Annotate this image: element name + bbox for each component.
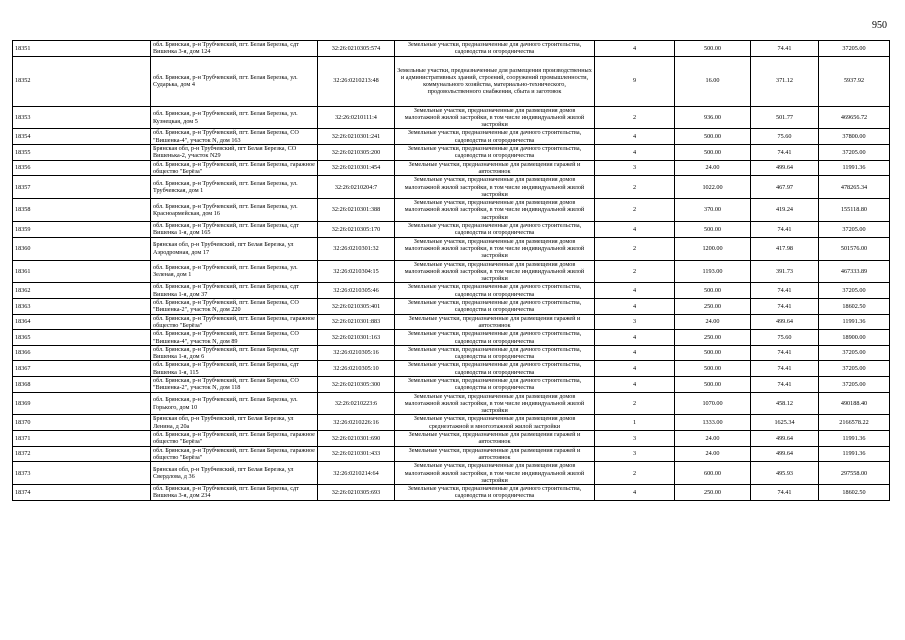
row-rate: 74.41 <box>751 376 819 392</box>
table-row <box>13 283 890 299</box>
row-rate: 74.41 <box>751 361 819 377</box>
row-cadastral-number: 32:26:0210301:883 <box>318 314 395 330</box>
row-land-purpose: Земельные участки, предназначенные для размещения домов малоэтажной жилой застройки, в том числе индивидуальной жилой застройки <box>395 260 595 283</box>
table-row <box>13 260 890 283</box>
row-category: 4 <box>595 485 675 501</box>
row-area: 600.00 <box>675 462 751 485</box>
row-cadastral-value: 11991.36 <box>819 314 890 330</box>
row-address: обл. Брянская, р-н Трубчевский, пгт. Белая Березка, ул. Горького, дом 10 <box>151 392 318 415</box>
row-land-purpose: Земельные участки, предназначенные для дачного строительства, садоводства и огородничества <box>395 330 595 346</box>
table-row <box>13 160 890 176</box>
row-land-purpose: Земельные участки, предназначенные для размещения гаражей и автостоянок <box>395 431 595 447</box>
row-cadastral-number: 32:26:0210301:690 <box>318 431 395 447</box>
row-category: 9 <box>595 56 675 106</box>
row-cadastral-value: 2166578.22 <box>819 415 890 431</box>
row-area: 500.00 <box>675 145 751 161</box>
row-address: обл. Брянская, р-н Трубчевский, пгт. Белая Березка, ул. Трубчевская, дом 1 <box>151 176 318 199</box>
row-category: 4 <box>595 41 675 57</box>
row-land-purpose: Земельные участки, предназначенные для размещения домов малоэтажной жилой застройки, в том числе индивидуальной жилой застройки <box>395 176 595 199</box>
row-category: 2 <box>595 176 675 199</box>
row-cadastral-number: 32:26:0210226:16 <box>318 415 395 431</box>
row-area: 250.00 <box>675 330 751 346</box>
row-address: обл. Брянская, р-н Трубчевский, пгт. Белая Березка, ул. Красноармейская, дом 16 <box>151 199 318 222</box>
row-rate: 499.64 <box>751 431 819 447</box>
table-row <box>13 222 890 238</box>
row-area: 250.00 <box>675 299 751 315</box>
row-address: обл. Брянская, р-н Трубчевский, пгт. Белая Березка, СО "Вишенка-2", участок N, дом 220 <box>151 299 318 315</box>
row-number: 18370 <box>13 415 151 431</box>
row-category: 3 <box>595 314 675 330</box>
row-area: 1070.00 <box>675 392 751 415</box>
table-row <box>13 56 890 106</box>
row-cadastral-number: 32:26:0210305:10 <box>318 361 395 377</box>
row-land-purpose: Земельные участки, предназначенные для размещения производственных и административных зданий, строений, сооружений промышленности, коммунального хозяйства, материально-технического, продовольственного снабжения, сбыта и заготовок <box>395 56 595 106</box>
row-address: Брянская обл, р-н Трубчевский, пгт Белая Березка, СО Вишенька-2, участок N29 <box>151 145 318 161</box>
row-cadastral-number: 32:26:0210305:401 <box>318 299 395 315</box>
row-address: обл. Брянская, р-н Трубчевский, пгт. Белая Березка, гаражное общество "Берёза" <box>151 314 318 330</box>
row-land-purpose: Земельные участки, предназначенные для размещения домов малоэтажной жилой застройки, в том числе индивидуальной жилой застройки <box>395 392 595 415</box>
row-category: 3 <box>595 446 675 462</box>
row-cadastral-number: 32:26:0210301:163 <box>318 330 395 346</box>
table-row <box>13 237 890 260</box>
row-area: 500.00 <box>675 222 751 238</box>
table-row <box>13 330 890 346</box>
table-row <box>13 199 890 222</box>
row-land-purpose: Земельные участки, предназначенные для дачного строительства, садоводства и огородничества <box>395 361 595 377</box>
row-cadastral-number: 32:26:0210111:4 <box>318 106 395 129</box>
row-category: 4 <box>595 330 675 346</box>
table-row <box>13 41 890 57</box>
table-row <box>13 176 890 199</box>
row-area: 16.00 <box>675 56 751 106</box>
row-address: обл. Брянская, р-н Трубчевский, пгт. Белая Березка, сдт Вишенка 1-я, дом 37 <box>151 283 318 299</box>
row-cadastral-number: 32:26:0210305:16 <box>318 345 395 361</box>
row-area: 500.00 <box>675 376 751 392</box>
table-row <box>13 129 890 145</box>
row-cadastral-number: 32:26:0210305:200 <box>318 145 395 161</box>
row-category: 3 <box>595 431 675 447</box>
row-address: Брянская обл, р-н Трубчевский, пгт Белая Березка, ул Аэродромная, дом 17 <box>151 237 318 260</box>
row-category: 4 <box>595 361 675 377</box>
row-number: 18372 <box>13 446 151 462</box>
row-address: обл. Брянская, р-н Трубчевский, пгт. Белая Березка, ул. Зеленая, дом 1 <box>151 260 318 283</box>
row-rate: 74.41 <box>751 41 819 57</box>
row-land-purpose: Земельные участки, предназначенные для размещения домов малоэтажной жилой застройки, в том числе индивидуальной жилой застройки <box>395 106 595 129</box>
row-cadastral-value: 11991.36 <box>819 160 890 176</box>
table-row <box>13 462 890 485</box>
row-rate: 74.41 <box>751 485 819 501</box>
row-rate: 499.64 <box>751 314 819 330</box>
table-row <box>13 415 890 431</box>
row-cadastral-value: 18900.00 <box>819 330 890 346</box>
row-cadastral-value: 18602.50 <box>819 299 890 315</box>
row-address: обл. Брянская, р-н Трубчевский, пгт. Белая Березка, гаражное общество "Берёза" <box>151 446 318 462</box>
row-category: 4 <box>595 145 675 161</box>
row-rate: 467.97 <box>751 176 819 199</box>
row-cadastral-number: 32:26:0210301:388 <box>318 199 395 222</box>
row-area: 936.00 <box>675 106 751 129</box>
row-number: 18362 <box>13 283 151 299</box>
row-category: 3 <box>595 160 675 176</box>
page-number: 950 <box>872 20 887 31</box>
row-address: обл. Брянская, р-н Трубчевский, пгт. Белая Березка, сдт Вишенка 3-я, дом 234 <box>151 485 318 501</box>
row-address: Брянская обл, р-н Трубчевский, пгт Белая Березка, ул Свердлова, д 36 <box>151 462 318 485</box>
row-cadastral-number: 32:26:0210213:48 <box>318 56 395 106</box>
row-rate: 501.77 <box>751 106 819 129</box>
row-area: 500.00 <box>675 361 751 377</box>
row-land-purpose: Земельные участки, предназначенные для дачного строительства, садоводства и огородничества <box>395 145 595 161</box>
table-row <box>13 392 890 415</box>
row-cadastral-value: 5937.92 <box>819 56 890 106</box>
table-row <box>13 485 890 501</box>
row-area: 24.00 <box>675 314 751 330</box>
row-rate: 499.64 <box>751 160 819 176</box>
row-number: 18373 <box>13 462 151 485</box>
table-body <box>13 41 890 501</box>
table-row <box>13 446 890 462</box>
row-rate: 75.60 <box>751 129 819 145</box>
table-row <box>13 106 890 129</box>
row-number: 18371 <box>13 431 151 447</box>
row-cadastral-number: 32:26:0210301:454 <box>318 160 395 176</box>
row-address: обл. Брянская, р-н Трубчевский, пгт. Белая Березка, ул. Кузнецкая, дом 5 <box>151 106 318 129</box>
row-area: 1193.00 <box>675 260 751 283</box>
row-cadastral-number: 32:26:0210305:300 <box>318 376 395 392</box>
row-address: обл. Брянская, р-н Трубчевский, пгт. Белая Березка, сдт Вишенка 1-я, дом 165 <box>151 222 318 238</box>
row-category: 2 <box>595 237 675 260</box>
row-category: 2 <box>595 106 675 129</box>
row-category: 2 <box>595 260 675 283</box>
row-land-purpose: Земельные участки, предназначенные для размещения домов малоэтажной жилой застройки, в том числе индивидуальной жилой застройки <box>395 237 595 260</box>
row-address: Брянская обл, р-н Трубчевский, пгт Белая Березка, ул Ленина, д 20а <box>151 415 318 431</box>
row-rate: 74.41 <box>751 345 819 361</box>
row-number: 18359 <box>13 222 151 238</box>
row-category: 4 <box>595 299 675 315</box>
table-row <box>13 361 890 377</box>
table-row <box>13 314 890 330</box>
row-number: 18374 <box>13 485 151 501</box>
row-land-purpose: Земельные участки, предназначенные для дачного строительства, садоводства и огородничества <box>395 283 595 299</box>
row-area: 500.00 <box>675 129 751 145</box>
row-area: 1333.00 <box>675 415 751 431</box>
row-number: 18355 <box>13 145 151 161</box>
row-land-purpose: Земельные участки, предназначенные для дачного строительства, садоводства и огородничества <box>395 41 595 57</box>
row-cadastral-value: 155118.80 <box>819 199 890 222</box>
row-land-purpose: Земельные участки, предназначенные для размещения домов малоэтажной жилой застройки, в том числе индивидуальной жилой застройки <box>395 199 595 222</box>
row-number: 18366 <box>13 345 151 361</box>
row-rate: 74.41 <box>751 283 819 299</box>
row-rate: 371.12 <box>751 56 819 106</box>
row-land-purpose: Земельные участки, предназначенные для дачного строительства, садоводства и огородничества <box>395 129 595 145</box>
row-number: 18368 <box>13 376 151 392</box>
row-rate: 74.41 <box>751 222 819 238</box>
row-number: 18351 <box>13 41 151 57</box>
row-land-purpose: Земельные участки, предназначенные для дачного строительства, садоводства и огородничества <box>395 485 595 501</box>
row-number: 18353 <box>13 106 151 129</box>
table-row <box>13 145 890 161</box>
land-registry-table <box>12 40 890 501</box>
row-land-purpose: Земельные участки, предназначенные для дачного строительства, садоводства и огородничества <box>395 222 595 238</box>
row-category: 1 <box>595 415 675 431</box>
row-land-purpose: Земельные участки, предназначенные для дачного строительства, садоводства и огородничества <box>395 345 595 361</box>
row-area: 250.00 <box>675 485 751 501</box>
row-cadastral-number: 32:26:0210305:574 <box>318 41 395 57</box>
row-area: 370.00 <box>675 199 751 222</box>
row-number: 18357 <box>13 176 151 199</box>
row-address: обл. Брянская, р-н Трубчевский, пгт. Белая Березка, гаражное общество "Берёза" <box>151 431 318 447</box>
row-land-purpose: Земельные участки, предназначенные для размещения гаражей и автостоянок <box>395 446 595 462</box>
row-cadastral-value: 490188.40 <box>819 392 890 415</box>
row-cadastral-value: 467333.89 <box>819 260 890 283</box>
row-cadastral-value: 18602.50 <box>819 485 890 501</box>
row-address: обл. Брянская, р-н Трубчевский, пгт. Белая Березка, сдт Вишенка 1-я, 115 <box>151 361 318 377</box>
row-address: обл. Брянская, р-н Трубчевский, пгт. Белая Березка, сдт Вишенка 3-я, дом 124 <box>151 41 318 57</box>
row-cadastral-value: 469656.72 <box>819 106 890 129</box>
row-address: обл. Брянская, р-н Трубчевский, пгт. Белая Березка, СО "Вишенка-4", участок N, дом 163 <box>151 129 318 145</box>
row-number: 18360 <box>13 237 151 260</box>
row-land-purpose: Земельные участки, предназначенные для размещения домов малоэтажной жилой застройки, в том числе индивидуальной жилой застройки <box>395 462 595 485</box>
row-cadastral-number: 32:26:0210301:241 <box>318 129 395 145</box>
row-number: 18364 <box>13 314 151 330</box>
row-number: 18365 <box>13 330 151 346</box>
row-rate: 74.41 <box>751 145 819 161</box>
row-area: 500.00 <box>675 283 751 299</box>
row-number: 18358 <box>13 199 151 222</box>
row-address: обл. Брянская, р-н Трубчевский, пгт. Белая Березка, ул. Сударька, дом 4 <box>151 56 318 106</box>
row-cadastral-number: 32:26:0210305:693 <box>318 485 395 501</box>
row-cadastral-number: 32:26:0210301:433 <box>318 446 395 462</box>
row-category: 4 <box>595 345 675 361</box>
table-row <box>13 345 890 361</box>
row-number: 18356 <box>13 160 151 176</box>
row-category: 4 <box>595 129 675 145</box>
table-row <box>13 431 890 447</box>
row-land-purpose: Земельные участки, предназначенные для дачного строительства, садоводства и огородничества <box>395 299 595 315</box>
row-land-purpose: Земельные участки, предназначенные для размещения домов среднеэтажной и многоэтажной жилой застройки <box>395 415 595 431</box>
row-cadastral-number: 32:26:0210305:46 <box>318 283 395 299</box>
row-number: 18367 <box>13 361 151 377</box>
row-number: 18352 <box>13 56 151 106</box>
row-cadastral-value: 478265.34 <box>819 176 890 199</box>
row-category: 4 <box>595 283 675 299</box>
row-category: 2 <box>595 392 675 415</box>
row-cadastral-value: 37205.00 <box>819 222 890 238</box>
row-cadastral-number: 32:26:0210204:7 <box>318 176 395 199</box>
row-category: 2 <box>595 199 675 222</box>
row-address: обл. Брянская, р-н Трубчевский, пгт. Белая Березка, гаражное общество "Берёза" <box>151 160 318 176</box>
row-number: 18363 <box>13 299 151 315</box>
row-cadastral-number: 32:26:0210214:64 <box>318 462 395 485</box>
row-address: обл. Брянская, р-н Трубчевский, пгт. Белая Березка, сдт Вишенка 1-я, дом 6 <box>151 345 318 361</box>
row-land-purpose: Земельные участки, предназначенные для размещения гаражей и автостоянок <box>395 160 595 176</box>
row-rate: 75.60 <box>751 330 819 346</box>
row-rate: 391.73 <box>751 260 819 283</box>
row-area: 24.00 <box>675 160 751 176</box>
row-area: 24.00 <box>675 431 751 447</box>
row-cadastral-value: 37800.00 <box>819 129 890 145</box>
row-category: 2 <box>595 462 675 485</box>
row-cadastral-value: 297558.00 <box>819 462 890 485</box>
row-number: 18361 <box>13 260 151 283</box>
row-address: обл. Брянская, р-н Трубчевский, пгт. Белая Березка, СО "Вишенка-4", участок N, дом 89 <box>151 330 318 346</box>
row-cadastral-value: 37205.00 <box>819 345 890 361</box>
row-rate: 74.41 <box>751 299 819 315</box>
row-rate: 499.64 <box>751 446 819 462</box>
row-address: обл. Брянская, р-н Трубчевский, пгт. Белая Березка, СО "Вишенка-2", участок N, дом 118 <box>151 376 318 392</box>
row-land-purpose: Земельные участки, предназначенные для дачного строительства, садоводства и огородничества <box>395 376 595 392</box>
row-cadastral-value: 501576.00 <box>819 237 890 260</box>
row-cadastral-value: 37205.00 <box>819 145 890 161</box>
row-number: 18369 <box>13 392 151 415</box>
row-cadastral-value: 37205.00 <box>819 361 890 377</box>
row-category: 4 <box>595 376 675 392</box>
table-row <box>13 299 890 315</box>
row-rate: 419.24 <box>751 199 819 222</box>
row-area: 500.00 <box>675 345 751 361</box>
row-number: 18354 <box>13 129 151 145</box>
row-cadastral-number: 32:26:0210305:170 <box>318 222 395 238</box>
row-cadastral-value: 37205.00 <box>819 283 890 299</box>
row-cadastral-number: 32:26:0210301:32 <box>318 237 395 260</box>
row-category: 4 <box>595 222 675 238</box>
row-cadastral-number: 32:26:0210304:15 <box>318 260 395 283</box>
row-cadastral-value: 11991.36 <box>819 446 890 462</box>
row-cadastral-value: 11991.36 <box>819 431 890 447</box>
row-cadastral-value: 37205.00 <box>819 41 890 57</box>
row-area: 1022.00 <box>675 176 751 199</box>
row-rate: 417.98 <box>751 237 819 260</box>
row-area: 24.00 <box>675 446 751 462</box>
row-area: 500.00 <box>675 41 751 57</box>
row-cadastral-value: 37205.00 <box>819 376 890 392</box>
row-rate: 1625.34 <box>751 415 819 431</box>
row-rate: 495.93 <box>751 462 819 485</box>
row-land-purpose: Земельные участки, предназначенные для размещения гаражей и автостоянок <box>395 314 595 330</box>
table-row <box>13 376 890 392</box>
row-rate: 458.12 <box>751 392 819 415</box>
row-cadastral-number: 32:26:0210223:6 <box>318 392 395 415</box>
row-area: 1200.00 <box>675 237 751 260</box>
